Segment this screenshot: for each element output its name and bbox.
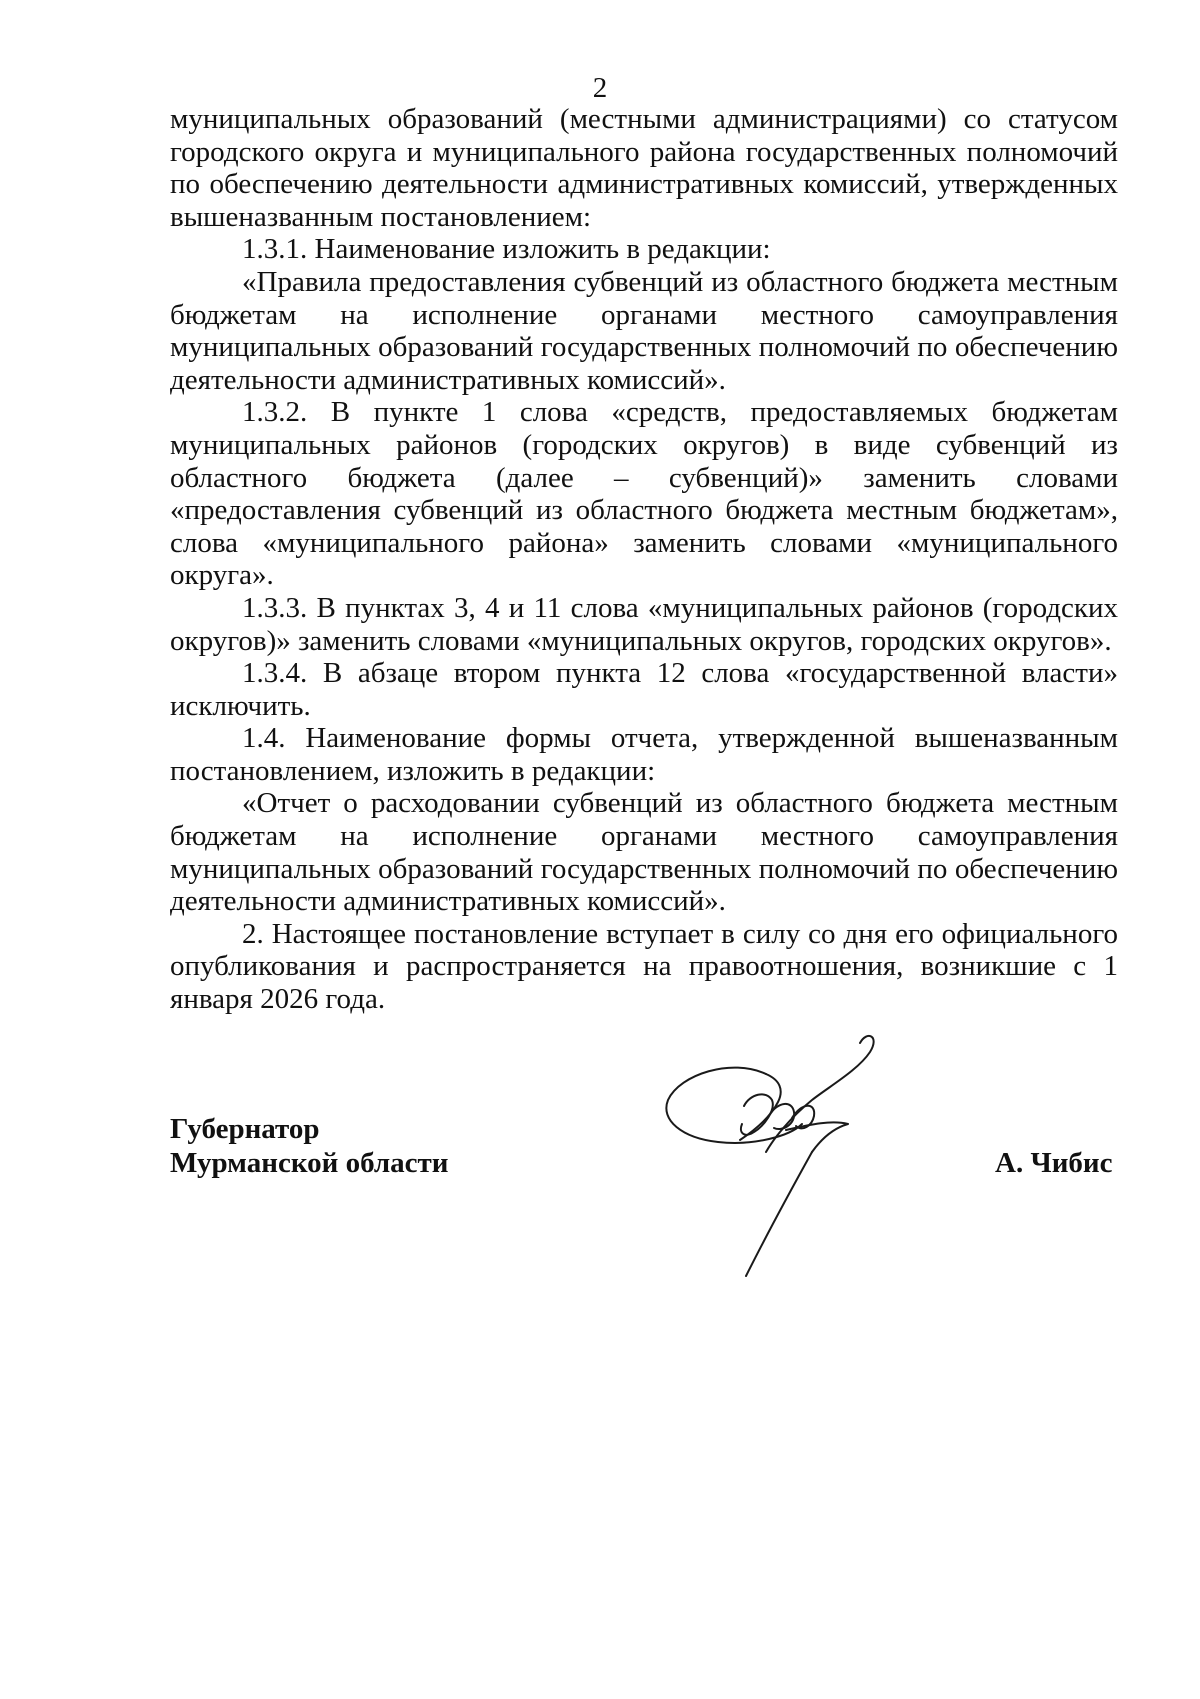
paragraph-1-3-4: 1.3.4. В абзаце втором пункта 12 слова «государственной власти» исключить. [170,657,1118,722]
paragraph-1-3-2: 1.3.2. В пункте 1 слова «средств, предоставляемых бюджетам муниципальных районов (городских округов) в виде субвенций из областного бюджета (далее – субвенций)» заменить словами «предоставления субвенций из областного бюджета местным бюджетам», слова «муниципального района» заменить словами «муниципального округа». [170,396,1118,592]
paragraph-rules-title: «Правила предоставления субвенций из областного бюджета местным бюджетам на исполнение органами местного самоуправления муниципальных образований государственных полномочий по обеспечению деятельности административных комиссий». [170,265,1118,396]
signatory-position-line-1: Губернатор [170,1113,320,1145]
paragraph-2-effective-date: 2. Настоящее постановление вступает в силу со дня его официального опубликования и распространяется на правоотношения, возникшие с 1 января 2026 года. [170,917,1118,1016]
signature-title [170,1112,448,1180]
paragraph-report-title: «Отчет о расходовании субвенций из областного бюджета местным бюджетам на исполнение органами местного самоуправления муниципальных образований государственных полномочий по обеспечению деятельности административных комиссий». [170,787,1118,918]
paragraph-1-4: 1.4. Наименование формы отчета, утвержденной вышеназванным постановлением, изложить в редакции: [170,722,1118,787]
paragraph-1-3-3: 1.3.3. В пунктах 3, 4 и 11 слова «муниципальных районов (городских округов)» заменить словами «муниципальных округов, городских округов». [170,591,1118,657]
document-body [170,103,1118,1016]
signatory-position-line-2: Мурманской области [170,1147,449,1179]
paragraph-1-3-1: 1.3.1. Наименование изложить в редакции: [242,233,771,266]
page-number: 2 [592,72,608,104]
paragraph-intro: муниципальных образований (местными администрациями) со статусом городского округа и муниципального района государственных полномочий по обеспечению деятельности административных комиссий, утвержденных вышеназванным постановлением: [170,103,1118,233]
signatory-name: А. Чибис [995,1147,1113,1179]
handwritten-signature [662,1028,892,1298]
